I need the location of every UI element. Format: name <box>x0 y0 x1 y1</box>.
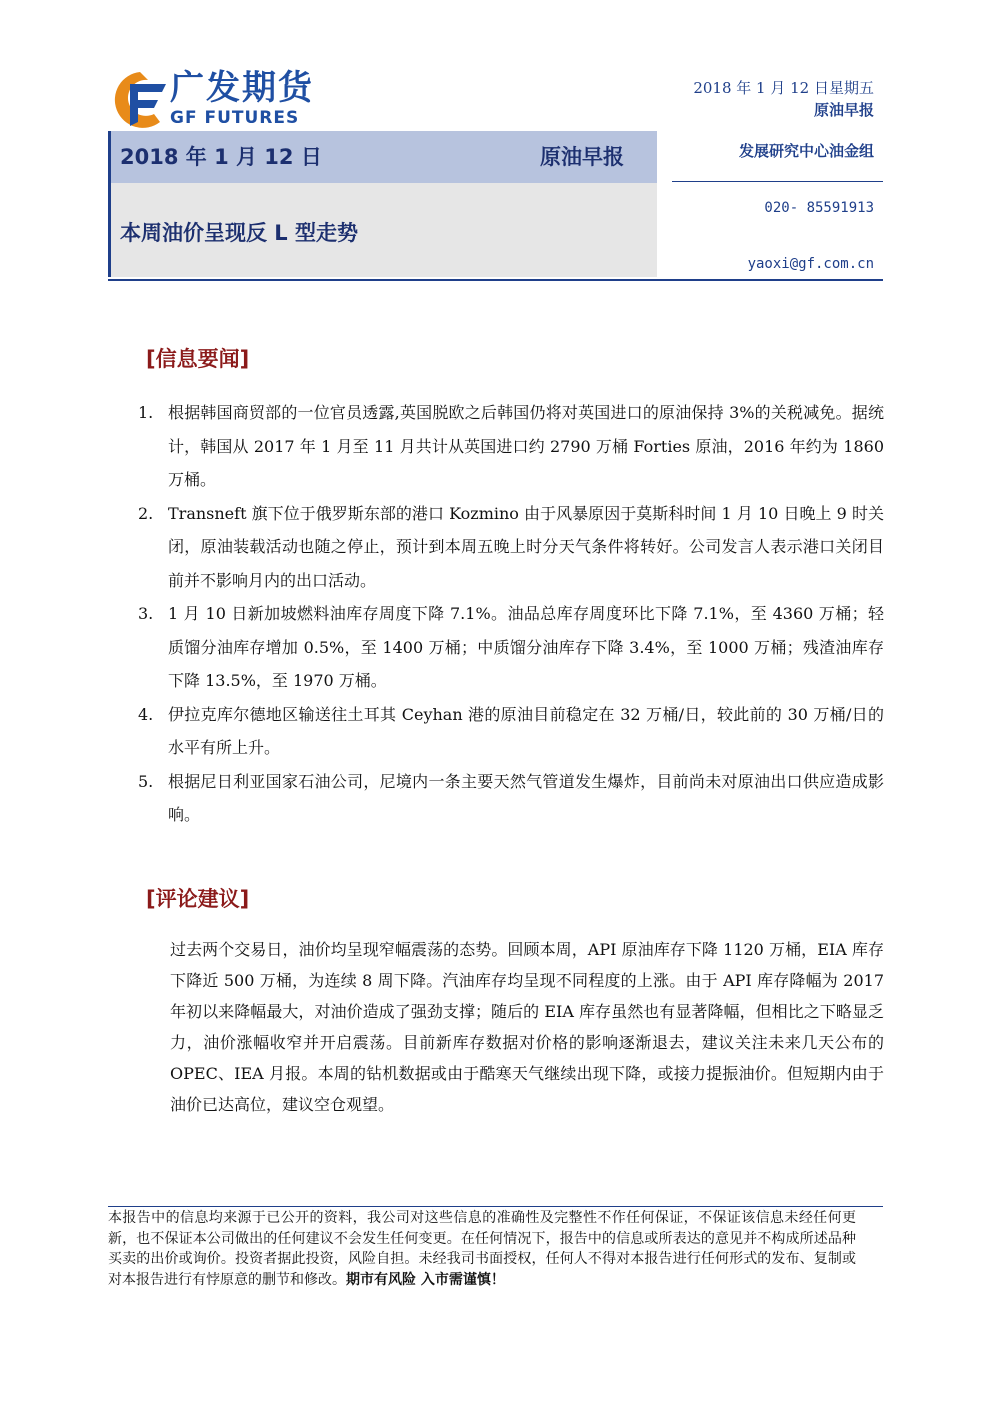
disclaimer <box>108 1208 856 1290</box>
list-item-text: Transneft 旗下位于俄罗斯东部的港口 Kozmino 由于风暴原因于莫斯科时间 1 月 10 日晚上 9 时关闭，原油装载活动也随之停止，预计到本周五晚上时分天气条件将转好。公司发言人表示港口关闭目前并不影响月内的出口活动。 <box>168 503 884 590</box>
news-section-heading: [信息要闻] <box>146 347 250 371</box>
list-item-text: 1 月 10 日新加坡燃料油库存周度下降 7.1%。油品总库存周度环比下降 7.1%，至 4360 万桶；轻质馏分油库存增加 0.5%，至 1400 万桶；中质馏分油库存下降 3.4%，至 1000 万桶；残渣油库存下降 13.5%，至 1970 万桶。 <box>168 604 884 690</box>
list-item <box>138 497 888 598</box>
list-item <box>138 698 888 765</box>
list-item <box>138 765 888 832</box>
header-date: 2018 年 1 月 12 日星期五 <box>693 79 874 97</box>
disclaimer-divider <box>108 1206 883 1207</box>
list-item-text: 伊拉克库尔德地区输送往土耳其 Ceyhan 港的原油目前稳定在 32 万桶/日，较此前的 30 万桶/日的水平有所上升。 <box>168 704 884 757</box>
list-item <box>138 396 888 497</box>
list-item-text: 根据尼日利亚国家石油公司，尼境内一条主要天然气管道发生爆炸，目前尚未对原油出口供应造成影响。 <box>168 771 884 824</box>
logo-mark <box>115 72 166 128</box>
comment-paragraph: 过去两个交易日，油价均呈现窄幅震荡的态势。回顾本周，API 原油库存下降 1120 万桶，EIA 库存下降近 500 万桶，为连续 8 周下降。汽油库存均呈现不同程度的上涨。由于 API 库存降幅为 2017 年初以来降幅最大，对油价造成了强劲支撑；随后的 EIA 库存虽然也有显著降幅，但相比之下略显乏力，油价涨幅收窄并开启震荡。目前新库存数据对价格的影响逐渐退去，建议关注未来几天公布的 OPEC、IEA 月报。本周的钻机数据或由于酷寒天气继续出现下降，或接力提振油价。但短期内由于油价已达高位，建议空仓观望。 <box>170 940 884 1114</box>
header-report-type: 原油早报 <box>813 101 874 119</box>
list-item-number: 2. <box>138 503 154 523</box>
logo-name-cn: 广发期货 <box>170 68 314 108</box>
comment-section-heading: [评论建议] <box>146 887 250 911</box>
title-date: 2018 年 1 月 12 日 <box>120 145 322 169</box>
list-item-number: 3. <box>138 604 154 623</box>
research-team: 发展研究中心油金组 <box>738 142 874 160</box>
list-item <box>138 597 888 698</box>
title-report: 原油早报 <box>540 145 624 169</box>
report-subtitle: 本周油价呈现反 L 型走势 <box>120 221 359 245</box>
list-item-number: 4. <box>138 704 154 724</box>
news-list <box>138 396 888 832</box>
contact-divider <box>672 181 883 182</box>
list-item-number: 1. <box>138 403 154 422</box>
header-divider <box>108 279 883 281</box>
list-item-number: 5. <box>138 771 154 791</box>
contact-email[interactable]: yaoxi@gf.com.cn <box>747 256 874 272</box>
contact-phone: 020- 85591913 <box>764 200 874 216</box>
risk-warning: 期市有风险 入市需谨慎！ <box>346 1271 505 1288</box>
logo-name-en: GF FUTURES <box>170 108 300 128</box>
list-item-text: 根据韩国商贸部的一位官员透露,英国脱欧之后韩国仍将对英国进口的原油保持 3%的关税减免。据统计，韩国从 2017 年 1 月至 11 月共计从英国进口约 2790 万桶 Forties 原油，2016 年约为 1860 万桶。 <box>168 403 884 489</box>
disclaimer-text: 本报告中的信息均来源于已公开的资料，我公司对这些信息的准确性及完整性不作任何保证，不保证该信息未经任何更新，也不保证本公司做出的任何建议不会发生任何变更。在任何情况下，报告中的信息或所表达的意见并不构成所述品种买卖的出价或询价。投资者据此投资，风险自担。未经我司书面授权，任何人不得对本报告进行任何形式的发布、复制或对本报告进行有悖原意的删节和修改。 <box>108 1210 856 1288</box>
